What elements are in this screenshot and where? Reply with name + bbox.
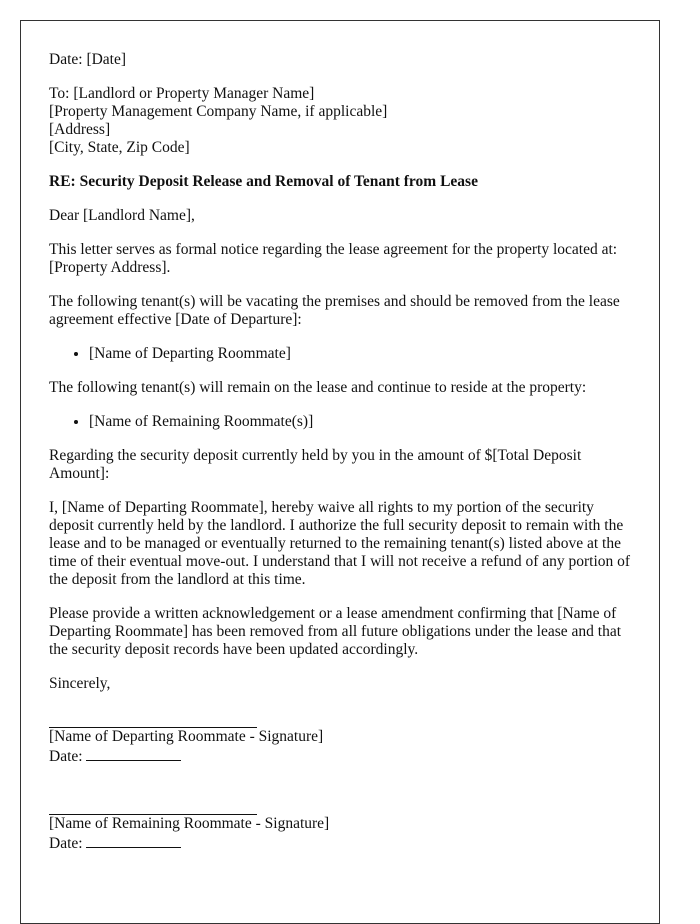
departing-intro-paragraph: The following tenant(s) will be vacating the premises and should be removed from the lease agreement effective [Date of Departure]: [49,293,620,328]
remaining-tenant-list [49,413,631,431]
signature-line [49,709,257,728]
signature-date-blank [86,833,181,848]
recipient-address: [Address] [49,121,111,138]
date-line: Date: [Date] [49,51,127,68]
subject-line: RE: Security Deposit Release and Removal of Tenant from Lease [49,173,478,190]
list-item: • [Name of Remaining Roommate(s)] [89,413,631,431]
signature-date-row [49,833,631,853]
signature-name: [Name of Remaining Roommate - Signature] [49,815,330,832]
signature-date-label: Date: [49,835,83,852]
recipient-to: To: [Landlord or Property Manager Name] [49,85,315,102]
request-paragraph: Please provide a written acknowledgement or a lease amendment confirming that [Name of Departing Roommate] has been removed from all future obligations under the lease and that the security deposit records have been updated accordingly. [49,605,622,658]
remaining-intro-paragraph: The following tenant(s) will remain on the lease and continue to reside at the property: [49,379,587,396]
departing-tenant-list [49,345,631,363]
recipient-block [49,85,631,157]
signature-date-blank [86,746,181,761]
signature-block-departing [49,709,631,766]
letter-page [20,20,660,924]
signature-name: [Name of Departing Roommate - Signature] [49,728,324,745]
closing: Sincerely, [49,675,111,692]
signature-block-remaining [49,796,631,853]
recipient-city-state-zip: [City, State, Zip Code] [49,139,190,156]
signature-line [49,796,257,815]
intro-paragraph: This letter serves as formal notice regarding the lease agreement for the property located at: [Property Address]. [49,241,618,276]
recipient-company: [Property Management Company Name, if applicable] [49,103,388,120]
deposit-intro-paragraph: Regarding the security deposit currently held by you in the amount of $[Total Deposit Amount]: [49,447,582,482]
salutation: Dear [Landlord Name], [49,207,195,224]
signature-date-row [49,746,631,766]
waiver-paragraph: I, [Name of Departing Roommate], hereby waive all rights to my portion of the security deposit currently held by the landlord. I authorize the full security deposit to remain with the lease and to be managed or eventually returned to the remaining tenant(s) listed above at the time of their eventual move-out. I understand that I will not receive a refund of any portion of the deposit from the landlord at this time. [49,499,631,588]
signature-date-label: Date: [49,748,83,765]
list-item: • [Name of Departing Roommate] [89,345,631,363]
